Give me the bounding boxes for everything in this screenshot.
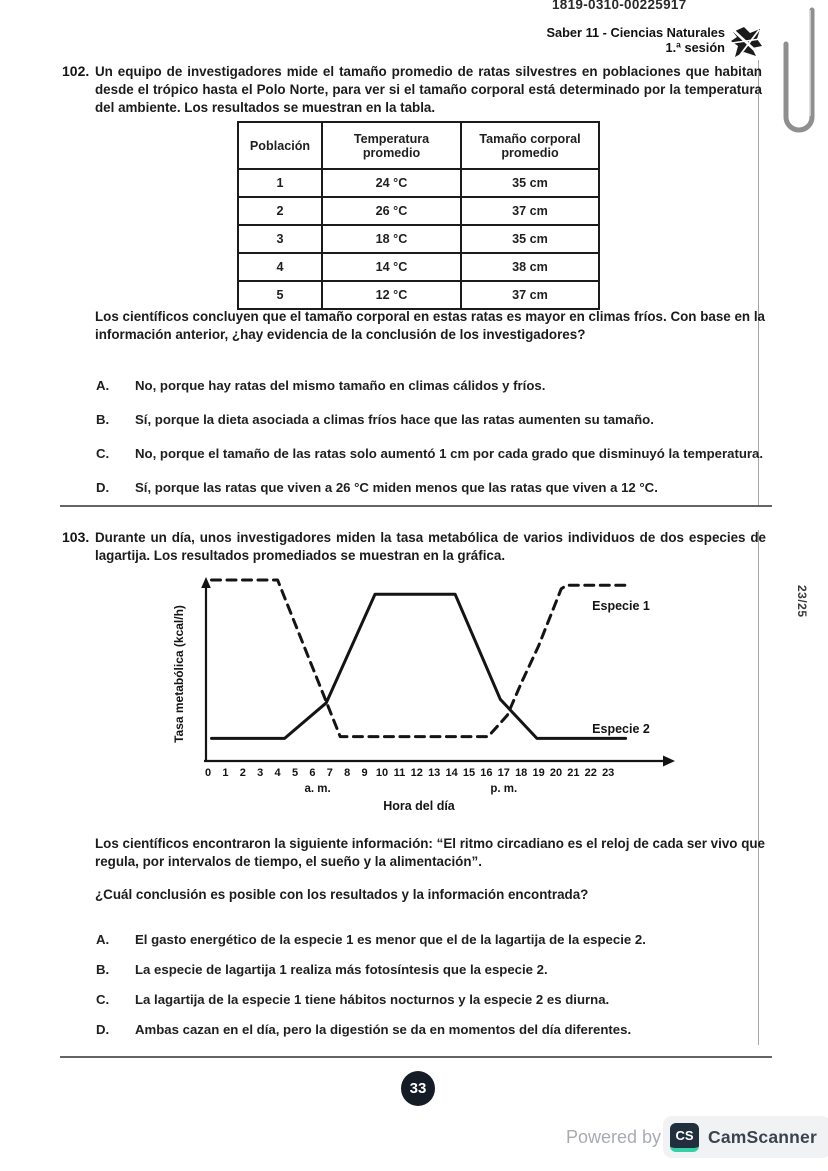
option-103-c (96, 992, 786, 1007)
x-tick-label: 23 (602, 767, 615, 779)
cell-poblacion: 1 (238, 169, 322, 197)
x-tick-label: 10 (375, 767, 389, 779)
x-tick-label: 4 (274, 767, 281, 779)
exam-title: Saber 11 - Ciencias Naturales (546, 25, 725, 40)
sheet-indicator: 23/25 (795, 585, 809, 618)
option-102-c (96, 446, 786, 461)
question-103-number: 103. (62, 529, 90, 545)
cell-temperatura: 14 °C (322, 253, 461, 281)
population-table (237, 121, 600, 310)
option-label: C. (96, 446, 110, 461)
camscanner-brand: CamScanner (708, 1126, 817, 1147)
x-sublabel: p. m. (490, 783, 518, 795)
x-tick-label: 20 (549, 767, 563, 779)
cell-tamano: 38 cm (461, 253, 599, 281)
table-row (238, 225, 599, 253)
x-tick-label: 6 (309, 767, 316, 779)
option-text: La lagartija de la especie 1 tiene hábitos nocturnos y la especie 2 es diurna. (135, 992, 610, 1007)
paper-clip (770, 4, 828, 156)
cell-poblacion: 3 (238, 225, 322, 253)
option-label: C. (96, 992, 110, 1007)
question-102-statement: Un equipo de investigadores mide el tamaño promedio de ratas silvestres en poblaciones que habitan desde el trópico hasta el Polo Norte, para ver si el tamaño corporal está determinado por la temperatura del ambiente. Los resultados se muestran en la tabla. (95, 64, 762, 115)
y-axis-arrow (201, 577, 211, 588)
x-tick-label: 19 (532, 767, 545, 779)
cell-temperatura: 26 °C (322, 197, 461, 225)
cell-poblacion: 5 (238, 281, 322, 309)
powered-by-label: Powered by (566, 1127, 662, 1147)
cell-tamano: 35 cm (461, 225, 599, 253)
option-102-d (96, 480, 786, 495)
y-axis-title: Tasa metabólica (kcal/h) (172, 605, 186, 743)
x-tick-label: 3 (257, 767, 264, 779)
x-axis-title: Hora del día (383, 799, 455, 813)
table-header-poblacion: Población (238, 122, 322, 169)
cell-temperatura: 12 °C (322, 281, 461, 309)
form-code: 1819-0310-00225917 (552, 0, 687, 12)
option-103-a (96, 932, 786, 947)
question-103-options (96, 932, 786, 1052)
x-tick-label: 16 (480, 767, 493, 779)
option-text: Sí, porque la dieta asociada a climas fríos hace que las ratas aumenten su tamaño. (135, 412, 654, 427)
camscanner-icon: CS (670, 1123, 699, 1152)
x-tick-label: 22 (584, 767, 597, 779)
cell-tamano: 37 cm (461, 281, 599, 309)
x-sublabel: a. m. (304, 783, 331, 795)
cell-temperatura: 24 °C (322, 169, 461, 197)
option-text: No, porque el tamaño de las ratas solo aumentó 1 cm por cada grado que disminuyó la temperatura. (135, 446, 764, 461)
series-line-especie-1 (212, 580, 626, 737)
x-tick-label: 12 (410, 767, 423, 779)
table-header-temperatura: Temperatura promedio (322, 122, 461, 169)
table-row (238, 169, 599, 197)
table-row (238, 253, 599, 281)
option-label: A. (96, 378, 110, 393)
legend-label: Especie 1 (592, 599, 650, 613)
table-header-tamano: Tamaño corporal promedio (461, 122, 599, 169)
x-tick-label: 21 (567, 767, 580, 779)
option-label: D. (96, 480, 110, 495)
x-tick-label: 11 (393, 767, 406, 779)
table-row (238, 197, 599, 225)
x-tick-label: 2 (239, 767, 246, 779)
x-tick-label: 0 (204, 767, 212, 779)
cell-tamano: 35 cm (461, 169, 599, 197)
question-103-statement: Durante un día, unos investigadores miden la tasa metabólica de varios individuos de dos especies de lagartija. Los resultados promediados se muestran en la gráfica. (95, 530, 766, 563)
x-tick-label: 7 (326, 767, 333, 779)
x-tick-label: 13 (428, 767, 441, 779)
question-103-info: Los científicos encontraron la siguiente información: “El ritmo circadiano es el reloj de cada ser vivo que regula, por intervalos de tiempo, el sueño y la alimentación”. (95, 836, 765, 869)
exam-header (546, 25, 725, 56)
option-text: No, porque hay ratas del mismo tamaño en climas cálidos y fríos. (135, 378, 546, 393)
option-label: A. (96, 932, 110, 947)
cell-poblacion: 4 (238, 253, 322, 281)
option-label: B. (96, 962, 110, 977)
table-header-row (238, 122, 599, 169)
option-103-b (96, 962, 786, 977)
cell-poblacion: 2 (238, 197, 322, 225)
question-102-options (96, 378, 786, 514)
option-text: Sí, porque las ratas que viven a 26 °C miden menos que las ratas que viven a 12 °C. (135, 480, 658, 495)
icfes-logo-icon (730, 25, 763, 58)
option-102-b (96, 412, 786, 427)
option-label: D. (96, 1022, 110, 1037)
x-tick-label: 15 (462, 767, 476, 779)
option-label: B. (96, 412, 110, 427)
option-text: Ambas cazan en el día, pero la digestión se da en momentos del día diferentes. (135, 1022, 632, 1037)
series-line-especie-2 (212, 594, 626, 738)
x-tick-label: 8 (344, 767, 351, 779)
option-103-d (96, 1022, 786, 1037)
x-tick-label: 5 (291, 767, 299, 779)
cell-temperatura: 18 °C (322, 225, 461, 253)
x-tick-label: 1 (222, 767, 229, 779)
question-102-number: 102. (62, 63, 90, 79)
option-text: La especie de lagartija 1 realiza más fotosíntesis que la especie 2. (135, 962, 548, 977)
cell-tamano: 37 cm (461, 197, 599, 225)
metabolic-rate-chart (163, 577, 688, 825)
exam-session: 1.ª sesión (665, 40, 725, 56)
section-divider (60, 1056, 772, 1058)
x-tick-label: 18 (515, 767, 528, 779)
page-number-badge: 33 (401, 1071, 435, 1106)
table-row (238, 281, 599, 309)
section-divider (60, 505, 772, 507)
option-102-a (96, 378, 786, 393)
x-tick-label: 14 (445, 767, 458, 779)
x-tick-label: 17 (497, 767, 510, 779)
camscanner-badge (663, 1116, 828, 1158)
x-tick-label: 9 (361, 767, 368, 779)
question-103-question: ¿Cuál conclusión es posible con los resultados y la información encontrada? (95, 887, 589, 902)
question-102-followup: Los científicos concluyen que el tamaño corporal en estas ratas es mayor en climas fríos. Con base en la información anterior, ¿hay evidencia de la conclusión de los investigadores? (95, 309, 765, 342)
legend-label: Especie 2 (592, 722, 650, 736)
option-text: El gasto energético de la especie 1 es menor que el de la lagartija de la especie 2. (135, 932, 646, 947)
x-axis-arrow (663, 756, 675, 767)
